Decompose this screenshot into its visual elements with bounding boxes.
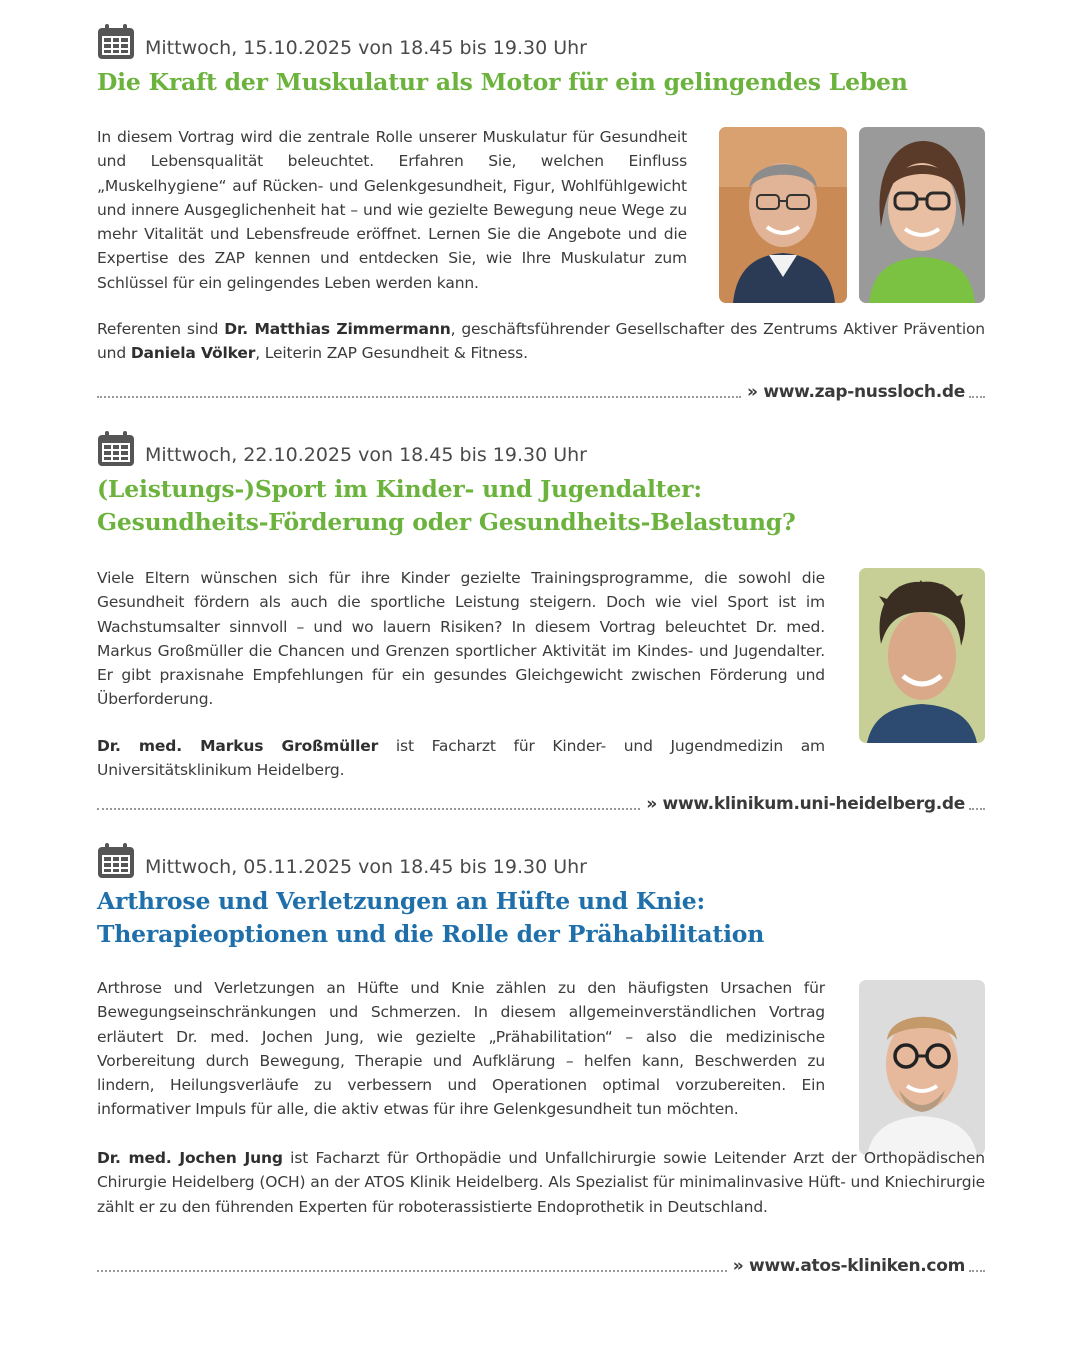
event-2-link-row	[97, 792, 985, 816]
event-3	[97, 839, 985, 951]
dotted-divider	[97, 396, 741, 398]
event-1	[97, 20, 985, 99]
website-link[interactable]: » www.zap-nussloch.de	[747, 382, 965, 402]
speaker-role: ist Facharzt für Orthopädie und Unfallchirurgie sowie Leitender Arzt der Orthopädischen Chirurgie Heidelberg (OCH) an der ATOS Klinik Heidelberg. Als Spezialist für minimalinvasive Hüft- und Kniechirurgie zählt er zu den führenden Experten für roboterassistierte Endoprothetik in Deutschland.	[97, 1149, 985, 1216]
event-title-line: Arthrose und Verletzungen an Hüfte und Knie:	[97, 887, 705, 915]
speaker-role: ist Facharzt für Kinder- und Jugendmedizin am Universitätsklinikum Heidelberg.	[97, 737, 825, 780]
event-date: Mittwoch, 15.10.2025 von 18.45 bis 19.30 Uhr	[145, 37, 587, 59]
speaker-role: , geschäftsführender Gesellschafter des Zentrums Aktiver Prävention und	[97, 320, 985, 363]
speaker-photo-jung	[859, 980, 985, 1155]
calendar-icon	[97, 843, 135, 879]
speaker-role: , Leiterin ZAP Gesundheit & Fitness.	[255, 344, 528, 363]
event-3-link-row	[97, 1254, 985, 1278]
event-title-line: (Leistungs-)Sport im Kinder- und Jugendalter:	[97, 475, 702, 503]
calendar-icon	[97, 24, 135, 60]
dotted-divider-end	[969, 808, 985, 810]
event-1-speakers	[97, 317, 985, 366]
event-title	[97, 885, 985, 951]
event-1-date-row	[97, 20, 985, 60]
speaker-photo-zimmermann	[719, 127, 847, 303]
speaker-name: Dr. med. Markus Großmüller	[97, 737, 379, 755]
event-date: Mittwoch, 22.10.2025 von 18.45 bis 19.30 Uhr	[145, 444, 587, 466]
speaker-photo-grossmueller	[859, 568, 985, 743]
dotted-divider-end	[969, 396, 985, 398]
calendar-icon	[97, 431, 135, 467]
event-3-speakers	[97, 1146, 985, 1219]
website-link[interactable]: » www.atos-kliniken.com	[732, 1256, 965, 1276]
event-2	[97, 427, 985, 539]
event-title-line: Therapieoptionen und die Rolle der Prähabilitation	[97, 920, 765, 948]
dotted-divider	[97, 808, 640, 810]
event-title	[97, 66, 985, 99]
speaker-name: Daniela Völker	[130, 344, 256, 363]
dotted-divider-end	[969, 1270, 985, 1272]
event-date: Mittwoch, 05.11.2025 von 18.45 bis 19.30 Uhr	[145, 856, 587, 878]
speaker-name: Dr. Matthias Zimmermann	[224, 320, 451, 338]
event-1-description: In diesem Vortrag wird die zentrale Rolle unserer Muskulatur für Gesundheit und Lebensqualität beleuchtet. Erfahren Sie, welchen Einfluss „Muskelhygiene“ auf Rücken- und Gelenkgesundheit, Figur, Wohlfühlgewicht und innere Ausgeglichenheit hat – und wie gezielte Bewegung neue Wege zu mehr Vitalität und Lebensfreude eröffnet. Lernen Sie die Angebote und die Expertise des ZAP kennen und entdecken Sie, wie Ihre Muskulatur zum Schlüssel für ein gelingendes Leben werden kann.	[97, 128, 687, 292]
dotted-divider	[97, 1270, 727, 1272]
event-2-date-row	[97, 427, 985, 467]
speaker-photo-voelker	[859, 127, 985, 303]
event-1-link-row	[97, 380, 985, 404]
event-3-date-row	[97, 839, 985, 879]
event-2-description: Viele Eltern wünschen sich für ihre Kinder gezielte Trainingsprogramme, die sowohl die Gesundheit fördern als auch die sportliche Leistung steigern. Doch wie viel Sport ist im Wachstumsalter sinnvoll – und wo lauern Risiken? In diesem Vortrag beleuchtet Dr. med. Markus Großmüller die Chancen und Grenzen sportlicher Aktivität im Kindes- und Jugendalter. Er gibt praxisnahe Empfehlungen für ein gesundes Gleichgewicht zwischen Förderung und Überforderung.	[97, 569, 825, 709]
speaker-prefix: Referenten sind	[97, 320, 225, 338]
event-3-description: Arthrose und Verletzungen an Hüfte und Knie zählen zu den häufigsten Ursachen für Bewegungseinschränkungen und Schmerzen. In diesem allgemeinverständlichen Vortrag erläutert Dr. med. Jochen Jung, wie gezielte „Prähabilitation“ – also die medizinische Vorbereitung durch Bewegung, Therapie und Aufklärung – helfen kann, Beschwerden zu lindern, Heilungsverläufe zu verbessern und Operationen optimal vorzubereiten. Ein informativer Impuls für alle, die aktiv etwas für ihre Gelenkgesundheit tun möchten.	[97, 979, 825, 1119]
event-title-line: Die Kraft der Muskulatur als Motor für ein gelingendes Leben	[97, 68, 908, 96]
event-2-speakers	[97, 734, 825, 783]
speaker-name: Dr. med. Jochen Jung	[97, 1149, 283, 1167]
event-title	[97, 473, 985, 539]
event-title-line: Gesundheits-Förderung oder Gesundheits-Belastung?	[97, 508, 796, 536]
website-link[interactable]: » www.klinikum.uni-heidelberg.de	[646, 794, 965, 814]
